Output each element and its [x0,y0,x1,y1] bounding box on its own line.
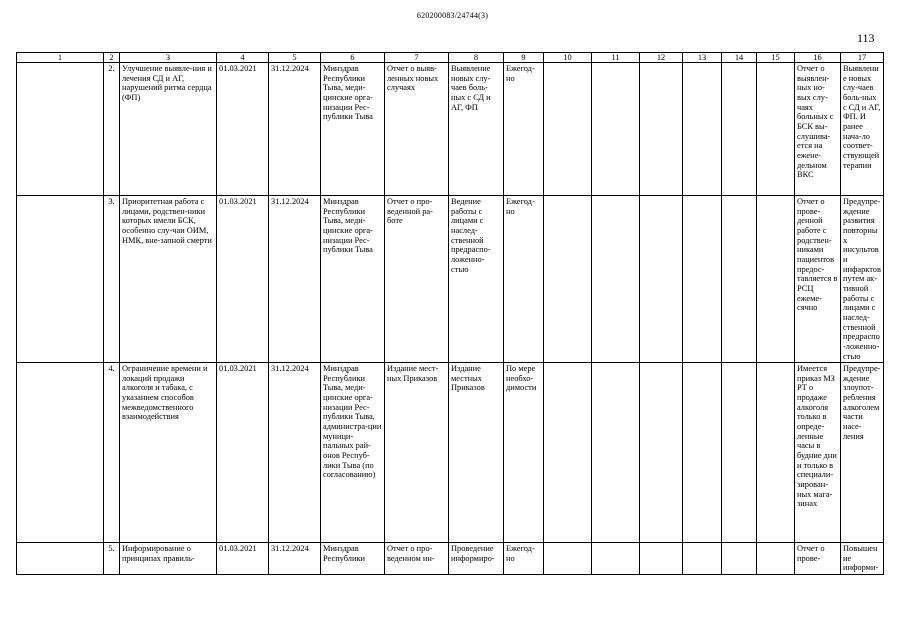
row-number: 5. [104,543,120,575]
event-name: Приоритетная работа с лицами, родствен-ники которых имели БСК, особенно слу-чаи ОИМ, НМК, вне-запной смерти [120,196,217,363]
cell-empty [544,543,592,575]
event-name: Информирование о принципах правиль- [120,543,217,575]
column-number: 2 [104,53,120,63]
cell-empty [592,543,640,575]
cell-empty [544,63,592,196]
start-date: 01.03.2021 [217,196,269,363]
cell-empty [757,196,795,363]
cell-empty [722,543,757,575]
frequency: Ежегод-но [504,543,544,575]
report-document: Отчет о про-веденном ин- [385,543,449,575]
row-number: 4. [104,363,120,543]
cell-empty [640,363,683,543]
column-number: 7 [385,53,449,63]
cell-empty [17,63,104,196]
cell-empty [683,543,722,575]
cell-empty [640,196,683,363]
expected-effect: Предупре-ждение злоупот-ребления алкоголем части насе-ления [841,363,884,543]
column-number: 14 [722,53,757,63]
expected-effect: Повышение информи- [841,543,884,575]
cell-empty [592,63,640,196]
frequency: Ежегод-но [504,63,544,196]
start-date: 01.03.2021 [217,363,269,543]
cell-empty [592,196,640,363]
cell-empty [592,363,640,543]
activity-table [16,52,884,575]
table-row [17,63,884,196]
cell-empty [17,363,104,543]
column-number: 13 [683,53,722,63]
column-number: 11 [592,53,640,63]
executor: Минздрав Республики [321,543,385,575]
cell-empty [722,363,757,543]
expected-effect: Предупре-ждение развития повторных инсультов и инфарктов путем ак-тивной работы с лицами с наслед-ственной предраспо-ложенно-стью [841,196,884,363]
column-number: 9 [504,53,544,63]
cell-empty [640,63,683,196]
column-number: 5 [269,53,321,63]
column-number: 1 [17,53,104,63]
cell-empty [17,196,104,363]
report-document: Отчет о выяв-ленных новых случаях [385,63,449,196]
expected-result: Ведение работы с лицами с наслед-ственной предраспо-ложенно-стью [449,196,504,363]
expected-result: Проведение информиро- [449,543,504,575]
cell-empty [640,543,683,575]
cell-empty [17,543,104,575]
table-row [17,363,884,543]
end-date: 31.12.2024 [269,363,321,543]
expected-effect: Выявление новых слу-чаев боль-ных с СД и АГ, ФП. И ранее нача-ло соответ-ствующей терапии [841,63,884,196]
table-row [17,196,884,363]
cell-empty [757,543,795,575]
control-indicator: Отчет о прове- [795,543,841,575]
end-date: 31.12.2024 [269,543,321,575]
end-date: 31.12.2024 [269,196,321,363]
row-number: 3. [104,196,120,363]
frequency: По мере необхо-димости [504,363,544,543]
control-indicator: Имеется приказ МЗ РТ о продаже алкоголя только в опреде-ленные часы в будние дни и только в специали-зирован-ных мага-зинах [795,363,841,543]
cell-empty [683,63,722,196]
executor: Минздрав Республики Тыва, меди-цинские орга-низации Рес-публики Тыва [321,196,385,363]
column-number: 17 [841,53,884,63]
executor: Минздрав Республики Тыва, меди-цинские орга-низации Рес-публики Тыва, администра-ции муници-пальных рай-онов Респуб-лики Тыва (по согласованию) [321,363,385,543]
row-number: 2. [104,63,120,196]
column-number: 4 [217,53,269,63]
start-date: 01.03.2021 [217,543,269,575]
cell-empty [683,196,722,363]
end-date: 31.12.2024 [269,63,321,196]
frequency: Ежегод-но [504,196,544,363]
cell-empty [722,63,757,196]
column-number: 16 [795,53,841,63]
cell-empty [683,363,722,543]
cell-empty [544,196,592,363]
table-row [17,543,884,575]
page-number: 113 [857,31,875,45]
column-number: 6 [321,53,385,63]
column-number: 12 [640,53,683,63]
cell-empty [757,363,795,543]
control-indicator: Отчет о прове-денной работе с родствен-никами пациентов предос-тавляется в РСЦ ежеме-сячно [795,196,841,363]
executor: Минздрав Республики Тыва, меди-цинские орга-низации Рес-публики Тыва [321,63,385,196]
column-number-row [17,53,884,63]
column-number: 3 [120,53,217,63]
column-number: 10 [544,53,592,63]
expected-result: Издание местных Приказов [449,363,504,543]
start-date: 01.03.2021 [217,63,269,196]
cell-empty [544,363,592,543]
expected-result: Выявление новых слу-чаев боль-ных с СД и АГ, ФП [449,63,504,196]
cell-empty [722,196,757,363]
event-name: Ограничение времени и локаций продажи алкоголя и табака, с указанием способов межведомственного взаимодействия [120,363,217,543]
report-document: Отчет о про-веденной ра-боте [385,196,449,363]
event-name: Улучшение выявле-ния и лечения СД и АГ, нарушений ритма сердца (ФП) [120,63,217,196]
cell-empty [757,63,795,196]
report-document: Издание мест-ных Приказов [385,363,449,543]
column-number: 8 [449,53,504,63]
control-indicator: Отчет о выявлен-ных но-вых слу-чаях больных с БСК вы-слушива-ется на ежене-дельном ВКС [795,63,841,196]
column-number: 15 [757,53,795,63]
document-id: 620200083/24744(3) [416,11,489,20]
